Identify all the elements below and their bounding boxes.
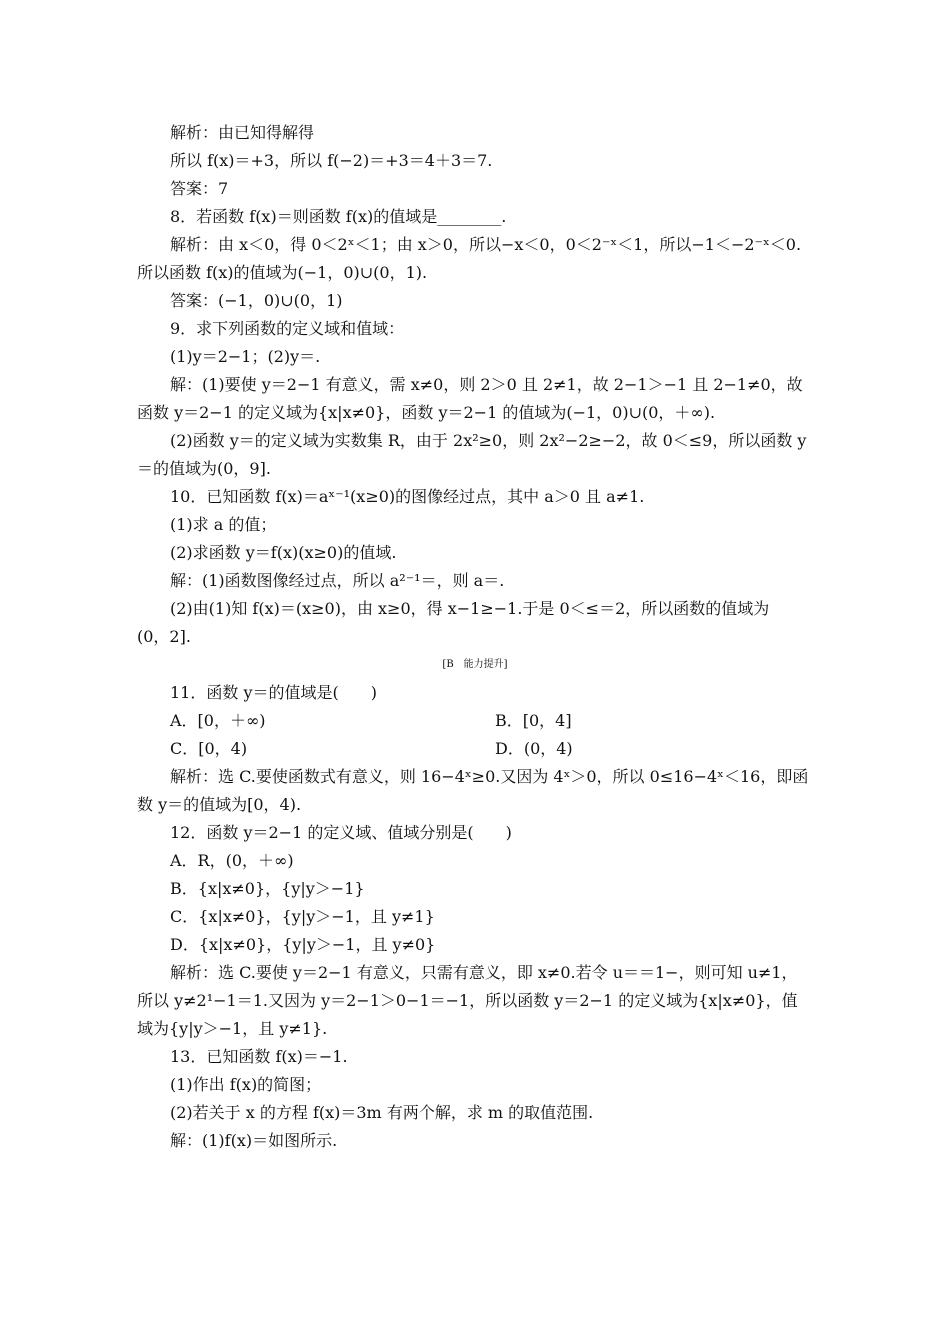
question-9: 9．求下列函数的定义域和值域： (170, 319, 405, 338)
text-line: 所以 f(x)＝+3，所以 f(−2)＝+3＝4＋3＝7. (170, 151, 493, 170)
text-line: (2)由(1)知 f(x)＝(x≥0)，由 x≥0，得 x−1≥−1.于是 0＜≤＝2，所以函数的值域为 (170, 599, 770, 618)
question-10: 10．已知函数 f(x)＝aˣ⁻¹(x≥0)的图像经过点，其中 a＞0 且 a≠1. (170, 487, 645, 506)
text-line: (2)函数 y＝的定义域为实数集 R，由于 2x²≥0，则 2x²−2≥−2，故 0＜≤9，所以函数 y (170, 431, 807, 450)
text-line: 解：(1)要使 y＝2−1 有意义，需 x≠0，则 2＞0 且 2≠1，故 2−1＞−1 且 2−1≠0，故 (170, 375, 803, 394)
text-line: 解析：由已知得解得 (170, 123, 315, 142)
text-line: 解析：选 C.要使函数式有意义，则 16−4ˣ≥0.又因为 4ˣ＞0，所以 0≤16−4ˣ＜16，即函 (170, 767, 809, 786)
option-b: B．[0，4] (495, 711, 572, 730)
option-d: D．{x|x≠0}，{y|y＞−1，且 y≠0} (170, 935, 436, 954)
text-line: 答案：7 (170, 179, 229, 198)
text-line: 域为{y|y＞−1，且 y≠1}. (137, 1019, 328, 1038)
text-line: (0，2]. (137, 627, 191, 646)
text-line: (1)y＝2−1；(2)y＝. (170, 347, 321, 366)
option-b: B．{x|x≠0}，{y|y＞−1} (170, 879, 365, 898)
text-line: 解析：选 C.要使 y＝2−1 有意义，只需有意义，即 x≠0.若令 u＝＝1−，则可知 u≠1， (170, 963, 798, 982)
question-12: 12．函数 y＝2−1 的定义域、值域分别是( ) (170, 823, 512, 842)
section-heading: [B 能力提升] (442, 659, 508, 670)
option-a: A．[0，＋∞) (170, 711, 266, 730)
text-line: 所以 y≠2¹−1＝1.又因为 y＝2−1＞0−1＝−1，所以函数 y＝2−1 的定义域为{x|x≠0}，值 (137, 991, 798, 1010)
option-c: C．[0，4) (170, 739, 248, 758)
text-line: 答案：(−1，0)∪(0，1) (170, 291, 343, 310)
text-line: 解：(1)f(x)＝如图所示. (170, 1131, 338, 1150)
text-line: 函数 y＝2−1 的定义域为{x|x≠0}，函数 y＝2−1 的值域为(−1，0)∪(0，＋∞). (137, 403, 716, 422)
text-line: (2)若关于 x 的方程 f(x)＝3m 有两个解，求 m 的取值范围. (170, 1103, 594, 1122)
option-a: A．R，(0，＋∞) (170, 851, 294, 870)
option-d: D．(0，4) (495, 739, 573, 758)
text-line: (2)求函数 y＝f(x)(x≥0)的值域. (170, 543, 397, 562)
text-line: 所以函数 f(x)的值域为(−1，0)∪(0，1). (137, 263, 428, 282)
text-line: 解析：由 x＜0，得 0＜2ˣ＜1；由 x＞0，所以−x＜0，0＜2⁻ˣ＜1，所以−1＜−2⁻ˣ＜0. (170, 235, 802, 254)
text-line: (1)作出 f(x)的简图； (170, 1075, 322, 1094)
text-line: (1)求 a 的值； (170, 515, 277, 534)
question-13: 13．已知函数 f(x)＝−1. (170, 1047, 348, 1066)
text-line: 解：(1)函数图像经过点，所以 a²⁻¹＝，则 a＝. (170, 571, 505, 590)
text-line: 数 y＝的值域为[0，4). (137, 795, 302, 814)
option-c: C．{x|x≠0}，{y|y＞−1，且 y≠1} (170, 907, 435, 926)
text-line: ＝的值域为(0，9]. (137, 459, 271, 478)
question-8: 8．若函数 f(x)＝则函数 f(x)的值域是________. (170, 207, 507, 226)
question-11: 11．函数 y＝的值域是( ) (170, 683, 377, 702)
